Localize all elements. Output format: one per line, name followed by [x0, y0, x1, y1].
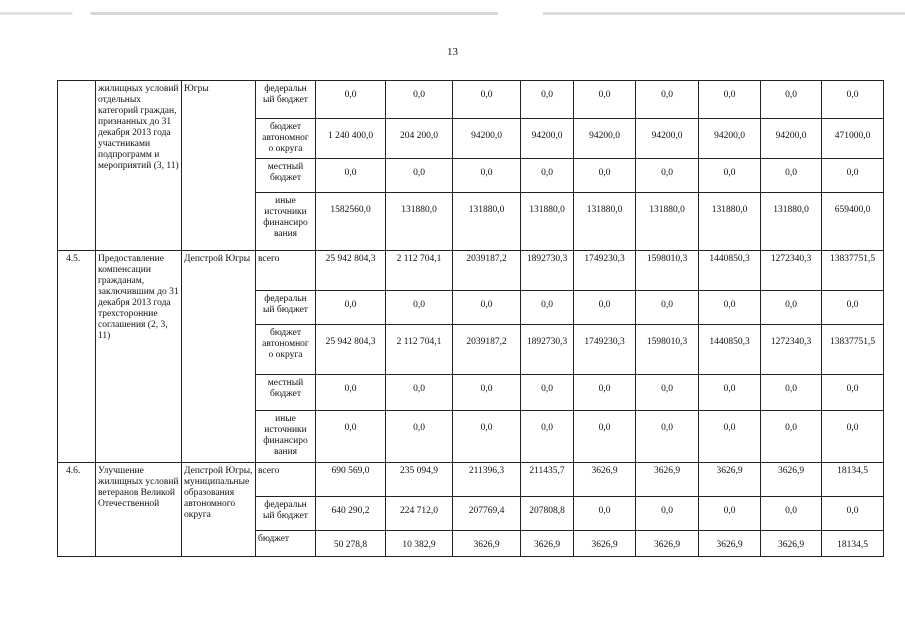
value-cell: 3626,9	[574, 531, 636, 557]
value-cell: 3626,9	[521, 531, 574, 557]
value-cell: 0,0	[636, 159, 699, 193]
value-cell: 1892730,3	[521, 251, 574, 291]
value-cell: 0,0	[574, 159, 636, 193]
funding-source: иные источники финансиро вания	[256, 193, 316, 251]
value-cell: 471000,0	[822, 119, 884, 159]
page-number: 13	[447, 46, 458, 58]
value-cell: 18134,5	[822, 531, 884, 557]
value-cell: 0,0	[521, 375, 574, 411]
budget-table	[57, 80, 884, 557]
value-cell: 0,0	[699, 81, 761, 119]
value-cell: 3626,9	[761, 531, 822, 557]
value-cell: 224 712,0	[386, 497, 453, 531]
value-cell: 131880,0	[453, 193, 521, 251]
value-cell: 0,0	[699, 375, 761, 411]
value-cell: 0,0	[636, 375, 699, 411]
value-cell: 0,0	[699, 291, 761, 325]
measure-name: Предоставление компенсации гражданам, заключившим до 31 декабря 2013 года трехсторонние соглашения (2, 3, 11)	[96, 251, 182, 463]
item-number: 4.6.	[58, 463, 96, 557]
funding-source: бюджет	[256, 531, 316, 557]
funding-source: иные источники финансиро вания	[256, 411, 316, 463]
value-cell: 0,0	[316, 291, 386, 325]
value-cell: 0,0	[521, 411, 574, 463]
funding-source: федеральн ый бюджет	[256, 291, 316, 325]
value-cell: 13837751,5	[822, 251, 884, 291]
value-cell: 10 382,9	[386, 531, 453, 557]
value-cell: 3626,9	[636, 463, 699, 497]
value-cell: 0,0	[453, 159, 521, 193]
value-cell: 0,0	[761, 497, 822, 531]
funding-source: бюджет автономног о округа	[256, 119, 316, 159]
value-cell: 235 094,9	[386, 463, 453, 497]
value-cell: 25 942 804,3	[316, 251, 386, 291]
value-cell: 640 290,2	[316, 497, 386, 531]
value-cell: 0,0	[316, 375, 386, 411]
value-cell: 3626,9	[574, 463, 636, 497]
value-cell: 0,0	[822, 291, 884, 325]
value-cell: 0,0	[521, 81, 574, 119]
value-cell: 1582560,0	[316, 193, 386, 251]
executor: Депстрой Югры	[182, 251, 256, 463]
funding-source: федеральн ый бюджет	[256, 497, 316, 531]
value-cell: 0,0	[453, 291, 521, 325]
value-cell: 207769,4	[453, 497, 521, 531]
value-cell: 0,0	[386, 291, 453, 325]
value-cell: 3626,9	[453, 531, 521, 557]
value-cell: 1440850,3	[699, 325, 761, 375]
funding-source: федеральн ый бюджет	[256, 81, 316, 119]
value-cell: 0,0	[822, 159, 884, 193]
executor: Югры	[182, 81, 256, 251]
funding-source: всего	[256, 251, 316, 291]
value-cell: 0,0	[699, 497, 761, 531]
value-cell: 2 112 704,1	[386, 325, 453, 375]
value-cell: 0,0	[822, 375, 884, 411]
value-cell: 0,0	[822, 497, 884, 531]
value-cell: 131880,0	[521, 193, 574, 251]
value-cell: 0,0	[574, 81, 636, 119]
value-cell: 0,0	[453, 375, 521, 411]
value-cell: 1440850,3	[699, 251, 761, 291]
value-cell: 3626,9	[699, 463, 761, 497]
value-cell: 0,0	[316, 159, 386, 193]
value-cell: 2 112 704,1	[386, 251, 453, 291]
value-cell: 1749230,3	[574, 251, 636, 291]
funding-source: местный бюджет	[256, 375, 316, 411]
value-cell: 1272340,3	[761, 325, 822, 375]
value-cell: 0,0	[761, 291, 822, 325]
value-cell: 0,0	[521, 159, 574, 193]
value-cell: 94200,0	[521, 119, 574, 159]
scan-artifact-line	[0, 12, 905, 15]
value-cell: 25 942 804,3	[316, 325, 386, 375]
value-cell: 0,0	[574, 497, 636, 531]
value-cell: 94200,0	[636, 119, 699, 159]
value-cell: 0,0	[453, 411, 521, 463]
value-cell: 94200,0	[699, 119, 761, 159]
value-cell: 0,0	[761, 411, 822, 463]
value-cell: 13837751,5	[822, 325, 884, 375]
value-cell: 3626,9	[699, 531, 761, 557]
value-cell: 690 569,0	[316, 463, 386, 497]
value-cell: 659400,0	[822, 193, 884, 251]
value-cell: 0,0	[386, 81, 453, 119]
value-cell: 94200,0	[761, 119, 822, 159]
value-cell: 211396,3	[453, 463, 521, 497]
value-cell: 0,0	[574, 375, 636, 411]
measure-name: Улучшение жилищных условий ветеранов Великой Отечественной	[96, 463, 182, 557]
table-row	[58, 81, 884, 119]
value-cell: 0,0	[822, 81, 884, 119]
value-cell: 0,0	[636, 291, 699, 325]
value-cell: 131880,0	[574, 193, 636, 251]
value-cell: 1749230,3	[574, 325, 636, 375]
value-cell: 2039187,2	[453, 251, 521, 291]
funding-source: бюджет автономног о округа	[256, 325, 316, 375]
value-cell: 0,0	[699, 159, 761, 193]
value-cell: 131880,0	[761, 193, 822, 251]
value-cell: 204 200,0	[386, 119, 453, 159]
value-cell: 131880,0	[699, 193, 761, 251]
value-cell: 0,0	[574, 291, 636, 325]
item-number	[58, 81, 96, 251]
value-cell: 0,0	[386, 375, 453, 411]
value-cell: 1598010,3	[636, 251, 699, 291]
value-cell: 131880,0	[386, 193, 453, 251]
value-cell: 0,0	[761, 81, 822, 119]
value-cell: 1 240 400,0	[316, 119, 386, 159]
value-cell: 0,0	[453, 81, 521, 119]
table-row	[58, 463, 884, 497]
value-cell: 1598010,3	[636, 325, 699, 375]
value-cell: 207808,8	[521, 497, 574, 531]
funding-source: местный бюджет	[256, 159, 316, 193]
table-row	[58, 251, 884, 291]
value-cell: 1272340,3	[761, 251, 822, 291]
value-cell: 0,0	[386, 159, 453, 193]
value-cell: 211435,7	[521, 463, 574, 497]
value-cell: 0,0	[761, 159, 822, 193]
value-cell: 0,0	[636, 497, 699, 531]
value-cell: 50 278,8	[316, 531, 386, 557]
value-cell: 0,0	[636, 411, 699, 463]
value-cell: 0,0	[316, 81, 386, 119]
executor: Депстрой Югры, муниципальные образования автономного округа	[182, 463, 256, 557]
value-cell: 94200,0	[574, 119, 636, 159]
value-cell: 94200,0	[453, 119, 521, 159]
value-cell: 3626,9	[636, 531, 699, 557]
value-cell: 131880,0	[636, 193, 699, 251]
funding-source: всего	[256, 463, 316, 497]
measure-name: жилищных условий отдельных категорий граждан, признанных до 31 декабря 2013 года участниками подпрограмм и мероприятий (3, 11)	[96, 81, 182, 251]
value-cell: 18134,5	[822, 463, 884, 497]
value-cell: 0,0	[636, 81, 699, 119]
value-cell: 0,0	[822, 411, 884, 463]
value-cell: 0,0	[699, 411, 761, 463]
value-cell: 0,0	[386, 411, 453, 463]
value-cell: 1892730,3	[521, 325, 574, 375]
value-cell: 0,0	[316, 411, 386, 463]
value-cell: 3626,9	[761, 463, 822, 497]
item-number: 4.5.	[58, 251, 96, 463]
value-cell: 0,0	[761, 375, 822, 411]
value-cell: 2039187,2	[453, 325, 521, 375]
value-cell: 0,0	[574, 411, 636, 463]
value-cell: 0,0	[521, 291, 574, 325]
